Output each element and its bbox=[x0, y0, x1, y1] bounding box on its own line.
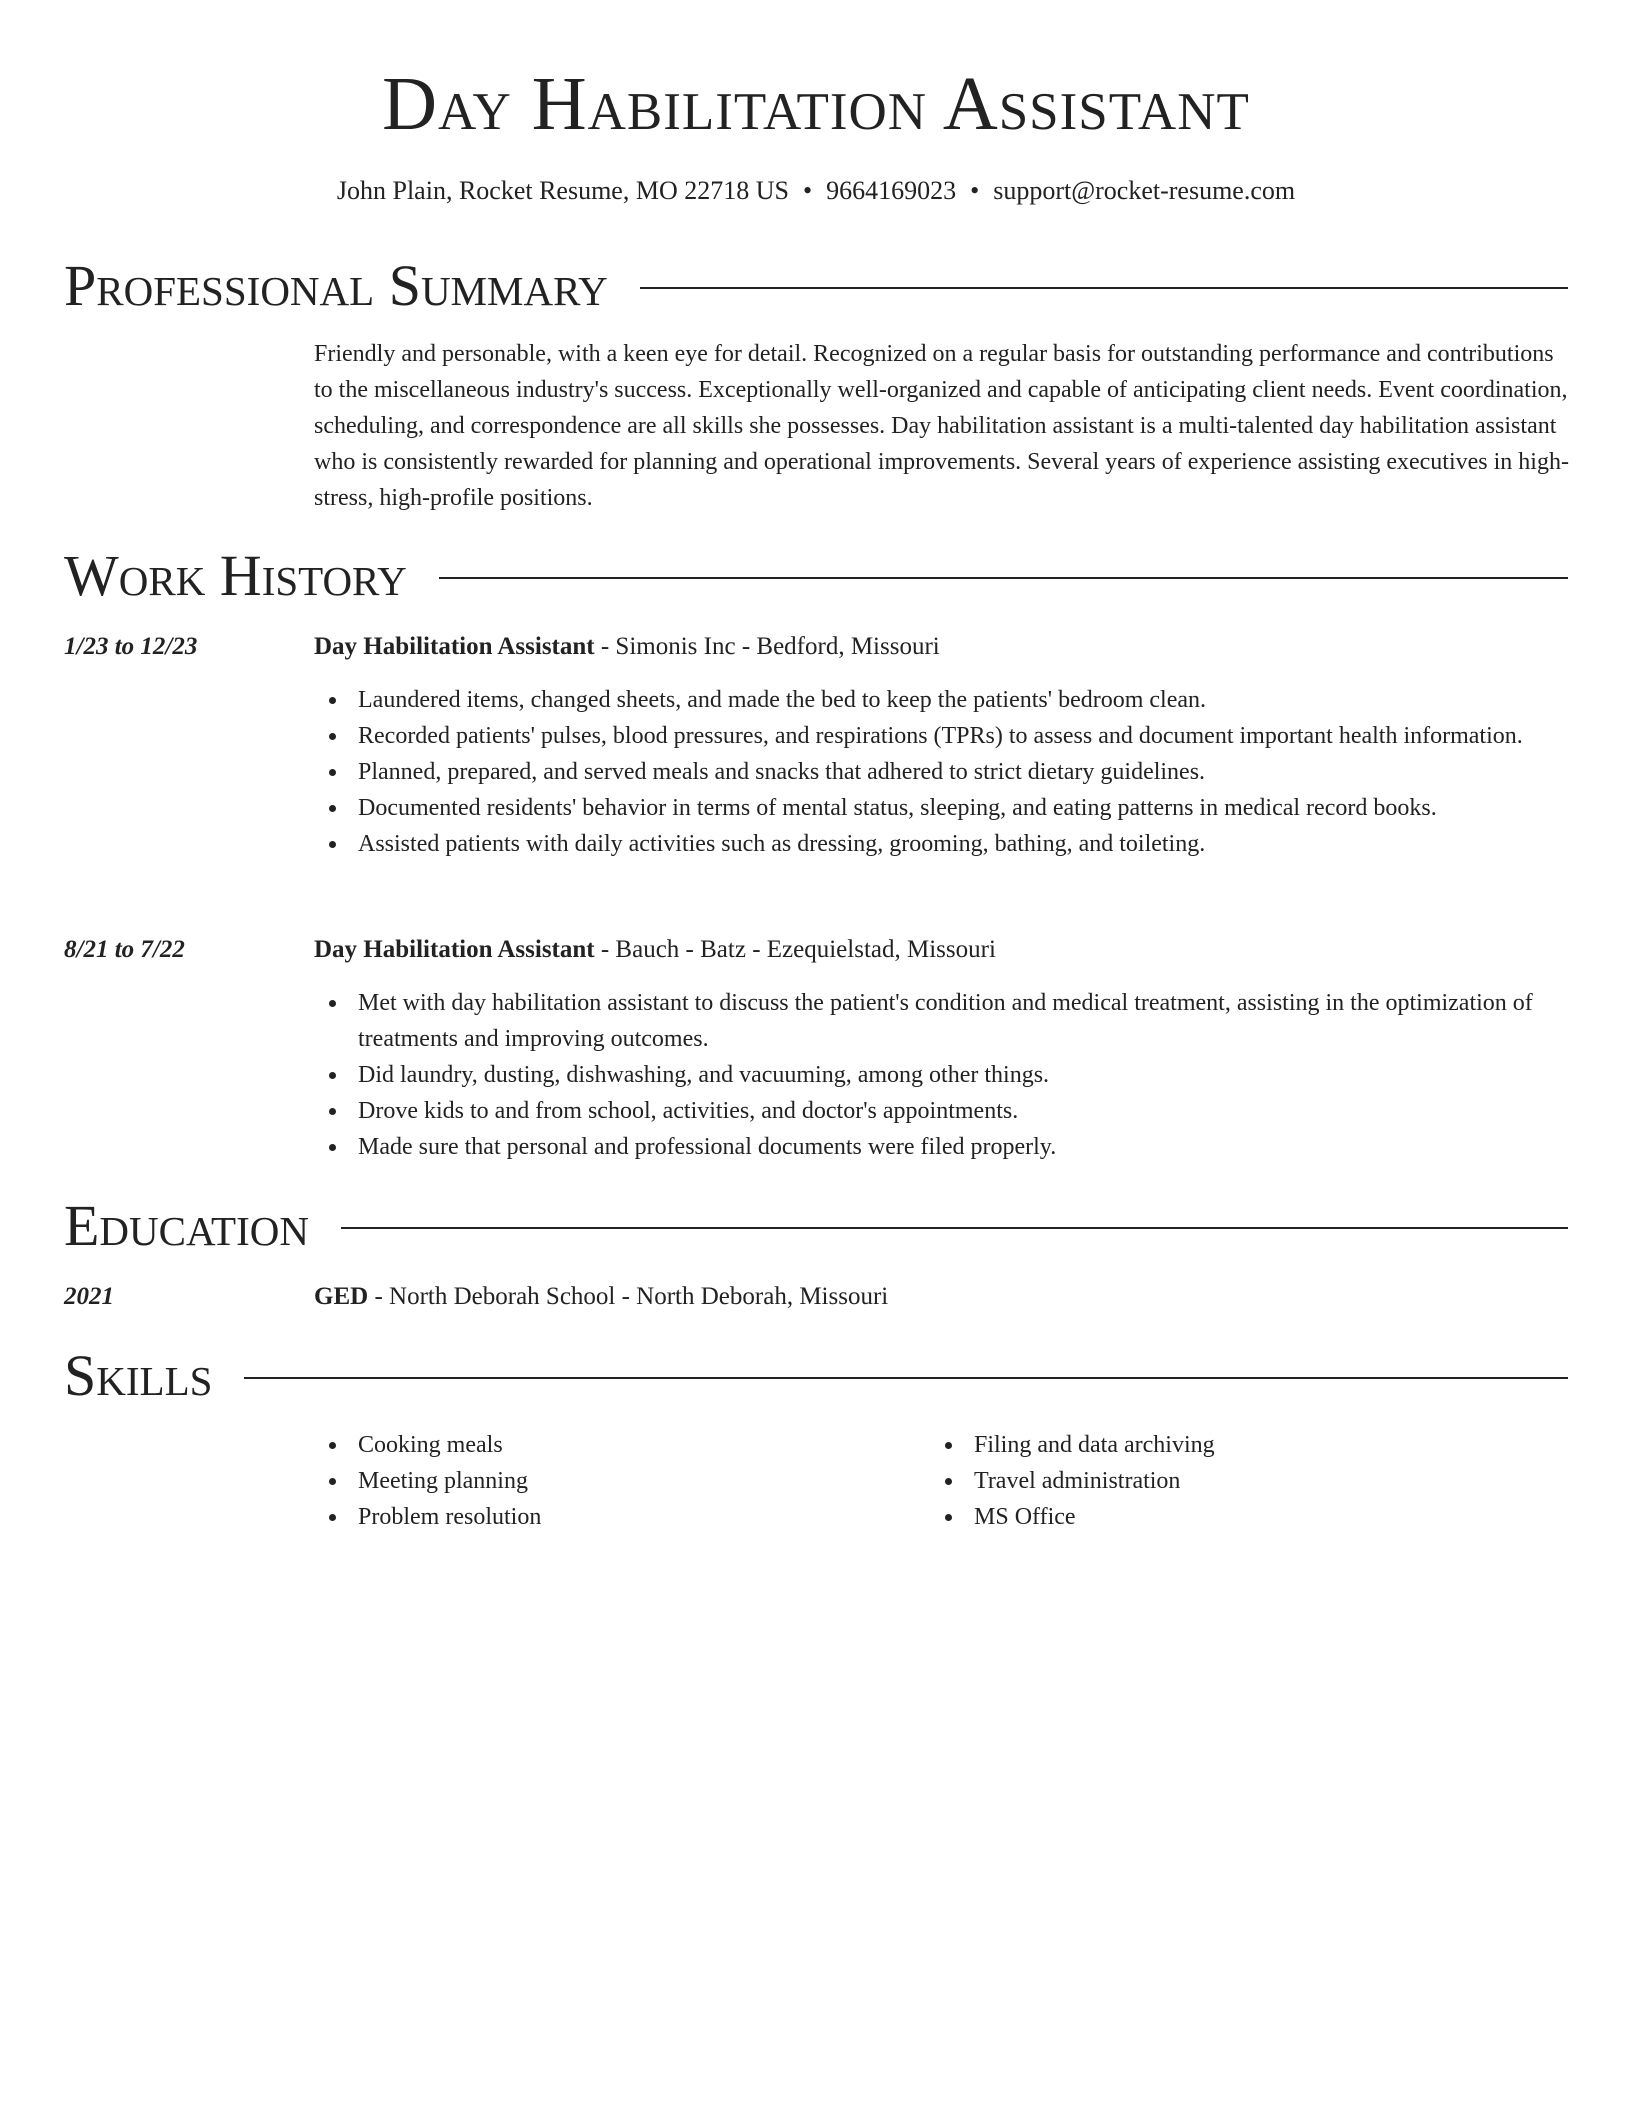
contact-separator: • bbox=[970, 176, 980, 205]
job-2-header bbox=[314, 933, 996, 967]
job-2-title: Day Habilitation Assistant bbox=[314, 936, 595, 963]
work-heading: Work History bbox=[64, 543, 407, 608]
list-item: Laundered items, changed sheets, and made the bed to keep the patients' bedroom clean. bbox=[358, 682, 1620, 718]
job-2-bullets bbox=[314, 985, 1620, 1165]
section-divider bbox=[244, 1377, 1568, 1379]
section-divider bbox=[439, 577, 1568, 579]
list-item: Drove kids to and from school, activities, and doctor's appointments. bbox=[358, 1093, 1620, 1129]
list-item: Planned, prepared, and served meals and snacks that adhered to strict dietary guidelines. bbox=[358, 754, 1620, 790]
summary-section-header bbox=[64, 254, 1568, 318]
job-2-details: - Bauch - Batz - Ezequielstad, Missouri bbox=[594, 936, 996, 963]
contact-email: support@rocket-resume.com bbox=[993, 176, 1296, 205]
skill-item: Filing and data archiving bbox=[974, 1427, 1574, 1463]
job-1-dates: 1/23 to 12/23 bbox=[64, 633, 198, 660]
contact-address: John Plain, Rocket Resume, MO 22718 US bbox=[336, 176, 789, 205]
job-2-dates: 8/21 to 7/22 bbox=[64, 936, 185, 963]
skill-item: Meeting planning bbox=[358, 1463, 918, 1499]
skills-list-right bbox=[930, 1427, 1574, 1535]
skills-list-left bbox=[314, 1427, 918, 1535]
skills-section-header bbox=[64, 1344, 1568, 1408]
education-date: 2021 bbox=[64, 1283, 114, 1310]
work-section-header bbox=[64, 544, 1568, 608]
job-1-title: Day Habilitation Assistant bbox=[314, 633, 595, 660]
education-section-header bbox=[64, 1194, 1568, 1258]
skill-item: Cooking meals bbox=[358, 1427, 918, 1463]
education-entry bbox=[314, 1280, 888, 1314]
skill-item: Travel administration bbox=[974, 1463, 1574, 1499]
skill-item: MS Office bbox=[974, 1499, 1574, 1535]
section-divider bbox=[640, 287, 1568, 289]
education-degree: GED bbox=[314, 1283, 369, 1310]
list-item: Did laundry, dusting, dishwashing, and vacuuming, among other things. bbox=[358, 1057, 1620, 1093]
job-1-details: - Simonis Inc - Bedford, Missouri bbox=[594, 633, 940, 660]
summary-text: Friendly and personable, with a keen eye for detail. Recognized on a regular basis for outstanding performance and contributions to the miscellaneous industry's success. Exceptionally well-organized and capable of anticipating client needs. Event coordination, scheduling, and correspondence are all skills she possesses. Day habilitation assistant is a multi-talented day habilitation assistant who is consistently rewarded for planning and operational improvements. Several years of experience assisting executives in high-stress, high-profile positions. bbox=[314, 341, 1569, 511]
summary-heading: Professional Summary bbox=[64, 253, 608, 318]
job-1-header bbox=[314, 630, 940, 664]
list-item: Recorded patients' pulses, blood pressures, and respirations (TPRs) to assess and document important health information. bbox=[358, 718, 1620, 754]
skills-heading: Skills bbox=[64, 1343, 213, 1408]
education-details: - North Deborah School - North Deborah, Missouri bbox=[368, 1283, 889, 1310]
list-item: Met with day habilitation assistant to discuss the patient's condition and medical treatment, assisting in the optimization of treatments and improving outcomes. bbox=[358, 985, 1620, 1057]
contact-phone: 9664169023 bbox=[826, 176, 957, 205]
list-item: Made sure that personal and professional documents were filed properly. bbox=[358, 1129, 1620, 1165]
contact-line bbox=[0, 174, 1632, 208]
section-divider bbox=[341, 1227, 1568, 1229]
contact-separator: • bbox=[802, 176, 813, 205]
job-1-bullets bbox=[314, 682, 1620, 862]
skill-item: Problem resolution bbox=[358, 1499, 918, 1535]
education-heading: Education bbox=[64, 1193, 309, 1258]
resume-title: Day Habilitation Assistant bbox=[382, 62, 1250, 146]
list-item: Assisted patients with daily activities such as dressing, grooming, bathing, and toileting. bbox=[358, 826, 1620, 862]
list-item: Documented residents' behavior in terms of mental status, sleeping, and eating patterns in medical record books. bbox=[358, 790, 1620, 826]
